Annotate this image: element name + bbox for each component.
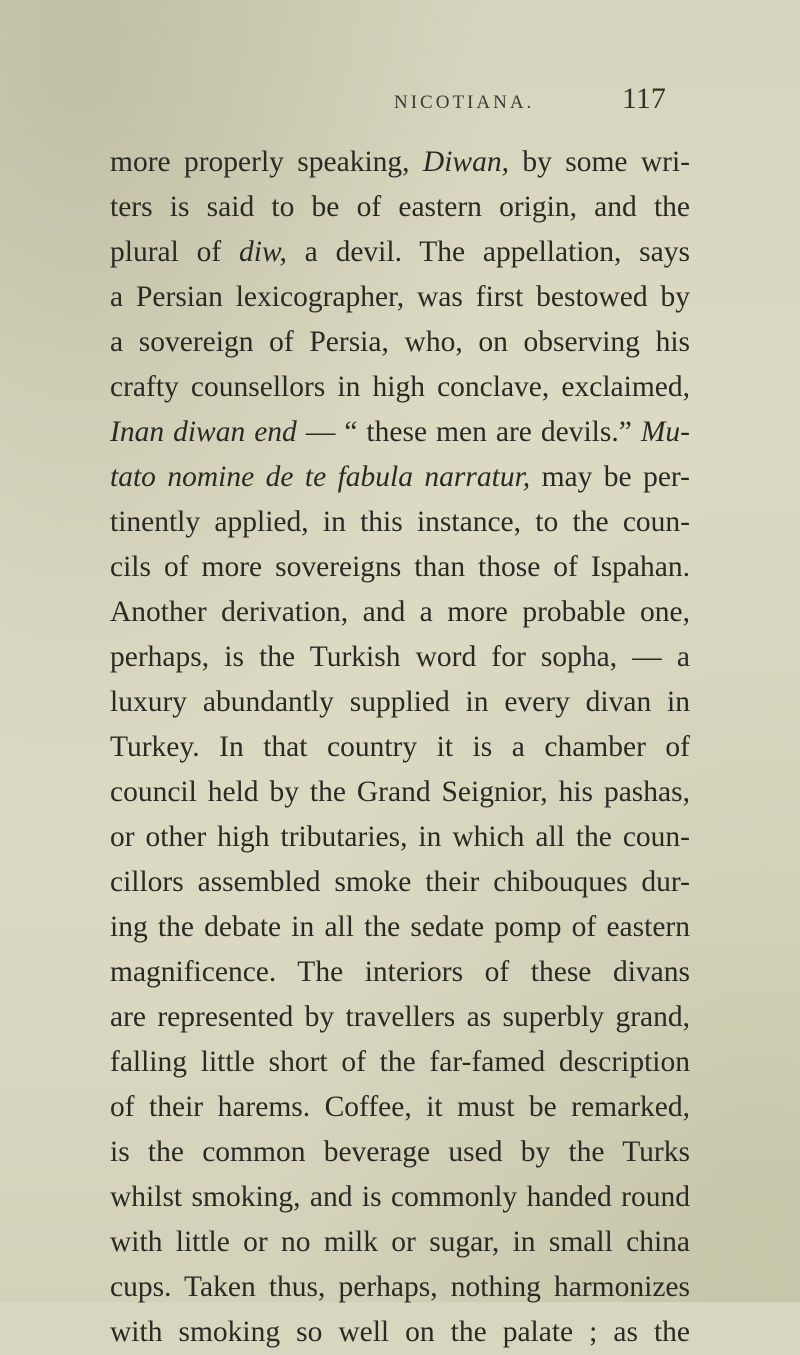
text-line [110,1310,690,1355]
text-segment: Turkey. In that country it is a chamber of [110,731,690,763]
text-segment: council held by the Grand Seignior, his pashas, [110,776,690,808]
text-segment: by some wri- [508,146,690,178]
text-line [110,545,690,590]
text-line [110,185,690,230]
text-line [110,1175,690,1220]
text-line [110,635,690,680]
text-segment: ing the debate in all the sedate pomp of eastern [110,911,690,943]
text-segment: crafty counsellors in high conclave, exclaimed, [110,371,690,403]
text-line [110,275,690,320]
text-segment: with little or no milk or sugar, in small china [110,1226,690,1258]
text-segment: of their harems. Coffee, it must be remarked, [110,1091,690,1123]
italic-segment: Inan diwan end [110,416,297,448]
text-segment: with smoking so well on the palate ; as the [110,1316,690,1348]
text-segment: falling little short of the far-famed description [110,1046,690,1078]
text-segment: may be per- [530,461,690,493]
text-segment: is the common beverage used by the Turks [110,1136,690,1168]
italic-segment: diw, [239,236,287,268]
text-line [110,815,690,860]
text-line [110,680,690,725]
text-line [110,860,690,905]
text-line [110,230,690,275]
text-segment: are represented by travellers as superbly grand, [110,1001,690,1033]
text-line [110,320,690,365]
text-line [110,725,690,770]
text-segment: plural of [110,236,240,268]
text-segment: more properly speaking, [110,146,423,178]
text-segment: — “ these men are devils.” [296,416,641,448]
text-segment: a sovereign of Persia, who, on observing his [110,326,690,358]
text-line [110,1220,690,1265]
page-header [0,82,800,122]
text-segment: or other high tributaries, in which all the coun- [110,821,690,853]
text-segment: a devil. The appellation, says [286,236,690,268]
body-text [110,140,690,1355]
italic-segment: tato nomine de te fabula narratur, [110,461,531,493]
text-line [110,140,690,185]
text-segment: cups. Taken thus, perhaps, nothing harmonizes [110,1271,690,1303]
text-line [110,455,690,500]
text-line [110,770,690,815]
text-segment: a Persian lexicographer, was first bestowed by [110,281,690,313]
text-line [110,410,690,455]
italic-segment: Diwan, [422,146,509,178]
text-line [110,1040,690,1085]
text-segment: cillors assembled smoke their chibouques dur- [110,866,690,898]
text-line [110,500,690,545]
text-line [110,365,690,410]
text-segment: ters is said to be of eastern origin, and the [110,191,690,223]
text-segment: luxury abundantly supplied in every divan in [110,686,690,718]
text-line [110,950,690,995]
text-line [110,1265,690,1310]
italic-segment: Mu- [640,416,690,448]
text-segment: whilst smoking, and is commonly handed round [110,1181,690,1213]
text-segment: magnificence. The interiors of these divans [110,956,690,988]
text-segment: cils of more sovereigns than those of Ispahan. [110,551,690,583]
text-line [110,1130,690,1175]
text-segment: Another derivation, and a more probable one, [110,596,690,628]
text-line [110,590,690,635]
text-line [110,905,690,950]
running-title: NICOTIANA. [394,92,535,113]
page-number: 117 [622,82,666,115]
text-segment: perhaps, is the Turkish word for sopha, — a [110,641,690,673]
text-line [110,995,690,1040]
text-line [110,1085,690,1130]
text-segment: tinently applied, in this instance, to the coun- [110,506,690,538]
